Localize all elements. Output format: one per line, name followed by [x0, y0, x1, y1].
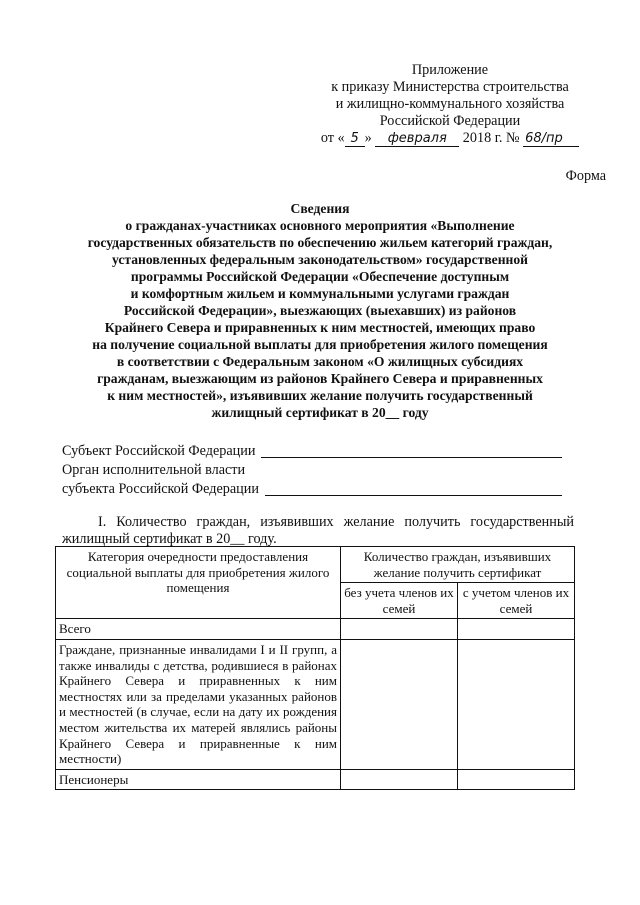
section-1-body: I. Количество граждан, изъявивших желание получить государственный жилищный сертификат в 20__ году. — [62, 514, 574, 547]
form-label: Форма — [565, 168, 606, 184]
title-line: о гражданах-участниках основного мероприятия «Выполнение — [125, 218, 515, 233]
organ-subject-label: субъекта Российской Федерации — [62, 481, 259, 497]
organ-row — [62, 461, 562, 480]
appendix-ministry-line: и жилищно-коммунального хозяйства — [335, 96, 565, 112]
title-line: в соответствии с Федеральным законом «О жилищных субсидиях — [116, 354, 524, 369]
table-row — [56, 769, 575, 790]
header-quantity: Количество граждан, изъявивших желание получить сертификат — [341, 547, 575, 583]
document-title — [50, 200, 590, 421]
date-year: 2018 г. № — [462, 130, 520, 146]
subject-row — [62, 442, 562, 461]
title-line: Крайнего Севера и приравненных к ним местностей, имеющих право — [104, 320, 536, 335]
title-line: установленных федеральным законодательством» государственной — [112, 252, 528, 267]
section-1-text — [62, 514, 574, 548]
row-label-disabled: Граждане, признанные инвалидами I и II групп, а также инвалиды с детства, родившиеся в районах Крайнего Севера и приравненных к ним местностях или за пределами указанных районов и местностей (в случае, если на дату их рождения местом жительства их матерей являлись районы Крайнего Севера и приравненные к ним местности) — [56, 639, 341, 769]
subject-fill-line[interactable] — [261, 456, 562, 458]
citizens-table — [55, 546, 575, 790]
title-line: жилищный сертификат в 20__ году — [211, 405, 429, 420]
table-row — [56, 619, 575, 640]
title-line: на получение социальной выплаты для приобретения жилого помещения — [92, 337, 548, 352]
header-with-family: с учетом членов их семей — [457, 583, 574, 619]
title-line: программы Российской Федерации «Обеспечение доступным — [130, 269, 510, 284]
organ-fill-line[interactable] — [265, 494, 562, 496]
date-mid: » — [364, 130, 372, 146]
cell-empty[interactable] — [341, 769, 458, 790]
title-line: государственных обязательств по обеспечению жильем категорий граждан, — [87, 235, 553, 250]
title-line: Российской Федерации», выезжающих (выехавших) из районов — [123, 303, 517, 318]
order-number: 68/пр — [523, 132, 579, 147]
cell-empty[interactable] — [457, 769, 574, 790]
appendix-country-line: Российской Федерации — [379, 113, 521, 129]
cell-empty[interactable] — [457, 639, 574, 769]
table-row — [56, 639, 575, 769]
row-label-total: Всего — [56, 619, 341, 640]
date-month: февраля — [375, 132, 459, 147]
appendix-date-line — [300, 130, 600, 147]
title-heading: Сведения — [290, 201, 350, 216]
cell-empty[interactable] — [457, 619, 574, 640]
row-label-pensioners: Пенсионеры — [56, 769, 341, 790]
header-without-family: без учета членов их семей — [341, 583, 458, 619]
organ-subject-row — [62, 480, 562, 499]
appendix-block — [300, 62, 600, 147]
appendix-order-line: к приказу Министерства строительства — [331, 79, 569, 95]
organ-label: Орган исполнительной власти — [62, 462, 246, 478]
cell-empty[interactable] — [341, 619, 458, 640]
title-line: гражданам, выезжающим из районов Крайнего Севера и приравненных — [97, 371, 543, 386]
title-line: и комфортным жильем и коммунальными услугами граждан — [130, 286, 510, 301]
title-line: к ним местностей», изъявивших желание получить государственный — [107, 388, 533, 403]
cell-empty[interactable] — [341, 639, 458, 769]
date-day: 5 — [345, 132, 365, 147]
subject-label: Субъект Российской Федерации — [62, 443, 256, 459]
date-prefix: от « — [320, 130, 345, 146]
appendix-title: Приложение — [411, 62, 489, 78]
subject-block — [62, 442, 562, 499]
table-header-row — [56, 547, 575, 583]
header-category: Категория очередности предоставления социальной выплаты для приобретения жилого помещения — [56, 547, 341, 619]
